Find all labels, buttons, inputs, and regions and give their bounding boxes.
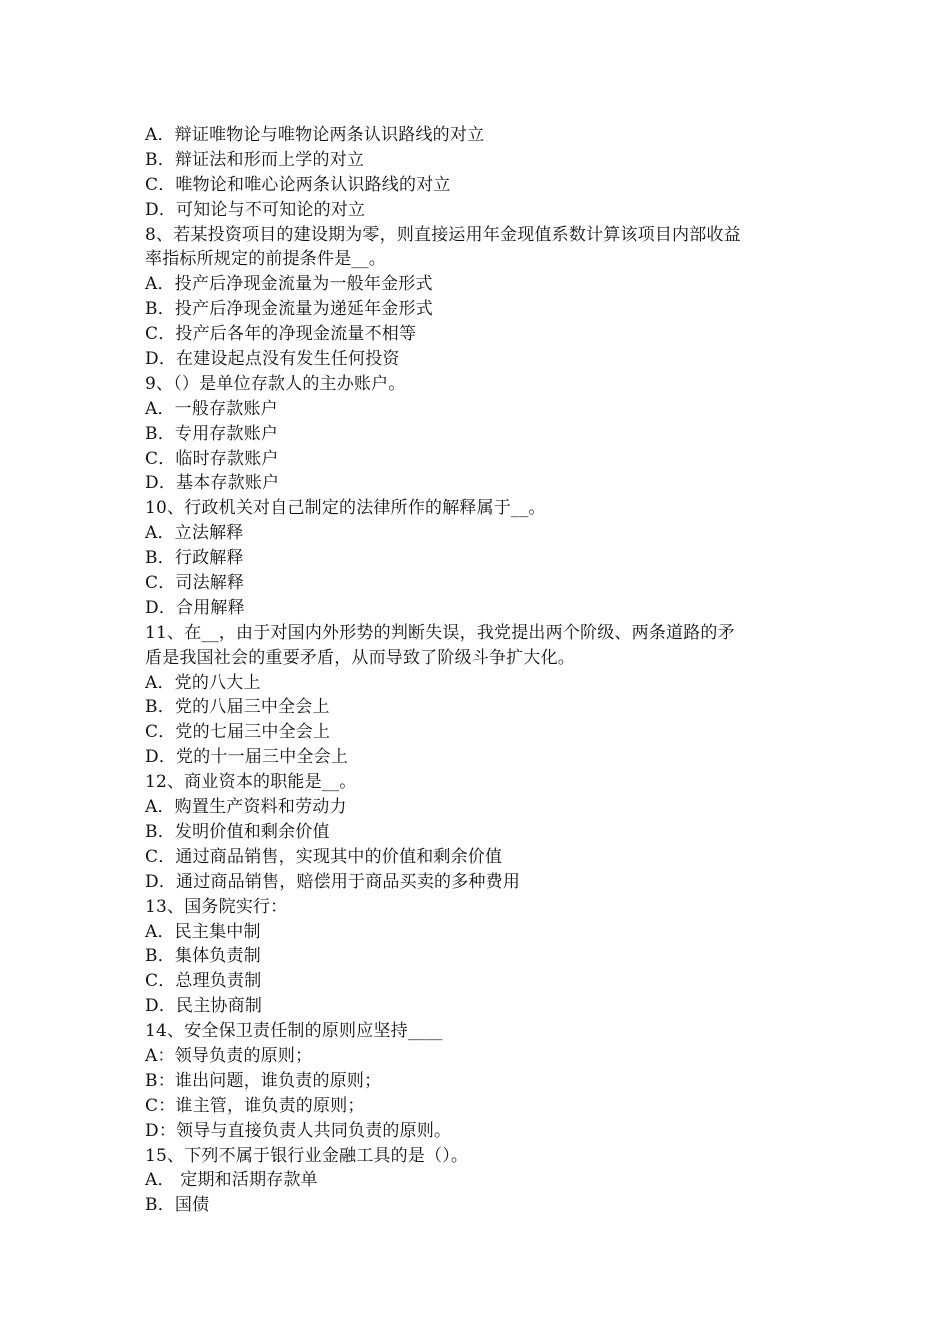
question-line: 11、在__，由于对国内外形势的判断失误，我党提出两个阶级、两条道路的矛	[145, 622, 735, 643]
question-line: 12、商业资本的职能是__。	[145, 772, 357, 793]
option-line: D．合用解释	[145, 597, 245, 618]
question-line: 8、若某投资项目的建设期为零，则直接运用年金现值系数计算该项目内部收益	[145, 224, 741, 245]
option-line: C．临时存款账户	[145, 448, 279, 469]
option-line: A．购置生产资料和劳动力	[145, 797, 347, 818]
option-line: A．投产后净现金流量为一般年金形式	[145, 274, 433, 295]
option-line: B．投产后净现金流量为递延年金形式	[145, 299, 433, 320]
text-line: C．唯物论和唯心论两条认识路线的对立	[145, 174, 451, 195]
option-line: B：谁出问题，谁负责的原则；	[145, 1070, 382, 1091]
option-line: A：领导负责的原则；	[145, 1045, 313, 1066]
question-line: 率指标所规定的前提条件是__。	[145, 249, 386, 270]
option-line: D．基本存款账户	[145, 473, 280, 494]
option-line: B．党的八届三中全会上	[145, 697, 330, 718]
question-line: 盾是我国社会的重要矛盾，从而导致了阶级斗争扩大化。	[145, 647, 575, 668]
option-line: C．投产后各年的净现金流量不相等	[145, 324, 417, 345]
option-line: B．行政解释	[145, 548, 244, 569]
question-line: 9、（）是单位存款人的主办账户。	[145, 373, 406, 394]
question-line: 15、下列不属于银行业金融工具的是（）。	[145, 1145, 469, 1166]
option-line: A．一般存款账户	[145, 398, 278, 419]
text-line: A．辩证唯物论与唯物论两条认识路线的对立	[145, 125, 485, 145]
option-line: A．民主集中制	[145, 921, 261, 942]
option-line: C．司法解释	[145, 573, 245, 594]
question-line: 10、行政机关对自己制定的法律所作的解释属于__。	[145, 498, 546, 519]
option-line: C．党的七届三中全会上	[145, 722, 331, 743]
option-line: A． 定期和活期存款单	[145, 1170, 318, 1191]
document-page	[145, 123, 825, 1218]
option-line: B．集体负责制	[145, 946, 261, 967]
option-line: D．通过商品销售，赔偿用于商品买卖的多种费用	[145, 871, 521, 892]
option-line: C：谁主管，谁负责的原则；	[145, 1095, 365, 1116]
text-line: D．可知论与不可知论的对立	[145, 199, 366, 220]
option-line: B．专用存款账户	[145, 423, 279, 444]
option-line: C．总理负责制	[145, 971, 262, 992]
option-line: A．党的八大上	[145, 672, 261, 693]
option-line: A．立法解释	[145, 523, 244, 544]
option-line: C．通过商品销售，实现其中的价值和剩余价值	[145, 846, 503, 867]
option-line: D．民主协商制	[145, 996, 263, 1017]
text-line: B．辩证法和形而上学的对立	[145, 149, 365, 170]
option-line: B．发明价值和剩余价值	[145, 821, 330, 842]
option-line: D．在建设起点没有发生任何投资	[145, 349, 400, 370]
option-line: D：领导与直接负责人共同负责的原则。	[145, 1120, 452, 1141]
question-line: 13、国务院实行：	[145, 896, 288, 917]
option-line: D．党的十一届三中全会上	[145, 747, 349, 768]
question-line: 14、安全保卫责任制的原则应坚持____	[145, 1021, 443, 1042]
option-line: B．国债	[145, 1195, 210, 1216]
